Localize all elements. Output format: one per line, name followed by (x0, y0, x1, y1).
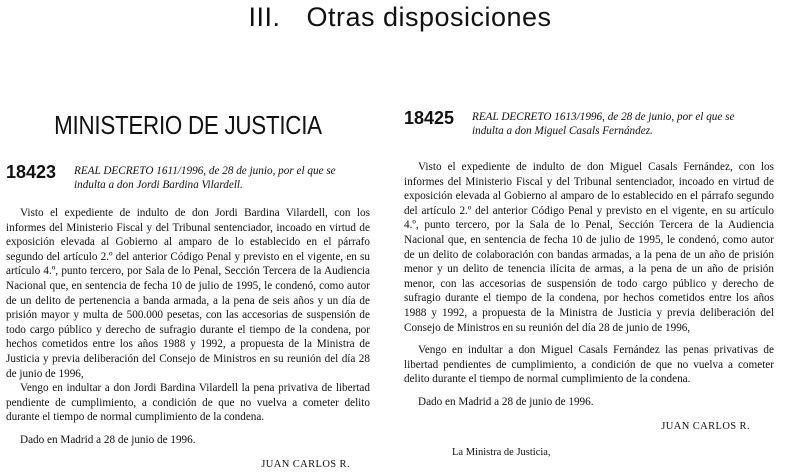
royal-signature: JUAN CARLOS R. (261, 458, 350, 470)
decree-paragraph: Visto el expediente de indulto de don Jordi Bardina Vilardell, con los informes del Ministerio Fiscal y del Tribunal sentenciador, incoado en virtud de exposición elevada al Gobierno al amparo de lo establecido en el párrafo segundo del artículo 2.º del anterior Código Penal y previsto en el vigente, en su artículo 4.º, punto tercero, por Sala de lo Penal, Sección Tercera de la Audiencia Nacional que, en sentencia de fecha 10 de julio de 1995, le condenó, como autor de un delito de pertenencia a banda armada, a la pena de seis años y un día de prisión mayor y multa de 500.000 pesetas, con las accesorias de suspensión de todo cargo público y derecho de sufragio durante el tiempo de la condena, por hechos cometidos entre los años 1988 y 1992, a propuesta de la Ministra de Justicia y previa deliberación del Consejo de Ministros en su reunión del día 28 de junio de 1996, (6, 207, 370, 380)
left-column (6, 104, 370, 472)
decree-title-line-1: REAL DECRETO 1613/1996, de 28 de junio, por el que se (472, 111, 735, 123)
decree-title-line-2: indulta a don Miguel Casals Fernández. (472, 125, 653, 137)
decree-title-line-2: indulta a don Jordi Bardina Vilardell. (74, 179, 243, 191)
decree-title (472, 110, 774, 138)
decree-header (404, 110, 774, 144)
decree-number: 18425 (404, 108, 455, 128)
section-number: III. (248, 2, 281, 32)
decree-date: Dado en Madrid a 28 de junio de 1996. (418, 395, 594, 408)
decree-title (74, 164, 370, 192)
ministry-heading: MINISTERIO DE JUSTICIA (54, 110, 322, 140)
minister-line: La Ministra de Justicia, (452, 446, 551, 458)
decree-title-line-1: REAL DECRETO 1611/1996, de 28 de junio, por el que se (74, 165, 336, 177)
decree-paragraph: Visto el expediente de indulto de don Miguel Casals Fernández, con los informes del Ministerio Fiscal y del Tribunal sentenciador, incoado en virtud de exposición elevada al Gobierno al amparo de lo establecido en el párrafo segundo del artículo 2.º del anterior Código Penal y previsto en el vigente, en su artículo 4.º, punto tercero, por la Sala de lo Penal, Sección Tercera de la Audiencia Nacional que, en sentencia de fecha 10 de julio de 1995, le condenó, como autor de un delito de colaboración con bandas armadas, a la pena de un año de prisión menor y un delito de tenencia ilícita de armas, a la pena de un año de prisión menor, con las accesorias de suspensión de todo cargo público y derecho de sufragio durante el tiempo de la condena, por hechos cometidos entre los años 1988 y 1992, a propuesta de la Ministra de Justicia y previa deliberación del Consejo de Ministros en su reunión del día 28 de junio de 1996, (404, 161, 774, 334)
decree-paragraph: Vengo en indultar a don Miguel Casals Fernández las penas privativas de libertad pendientes de cumplimiento, a condición de que no vuelva a cometer delito durante el tiempo de normal cumplimiento de la condena. (404, 344, 774, 386)
decree-header (6, 164, 370, 198)
decree-paragraph: Vengo en indultar a don Jordi Bardina Vilardell la pena privativa de libertad pendiente de cumplimiento, a condición de que no vuelva a cometer delito durante el tiempo de normal cumplimiento de la condena. (6, 382, 370, 424)
decree-number: 18423 (6, 162, 57, 182)
royal-signature: JUAN CARLOS R. (661, 420, 750, 432)
section-heading: Otras disposiciones (306, 2, 552, 32)
decree-date: Dado en Madrid a 28 de junio de 1996. (20, 433, 196, 446)
right-column (404, 104, 774, 460)
section-title (0, 0, 800, 34)
